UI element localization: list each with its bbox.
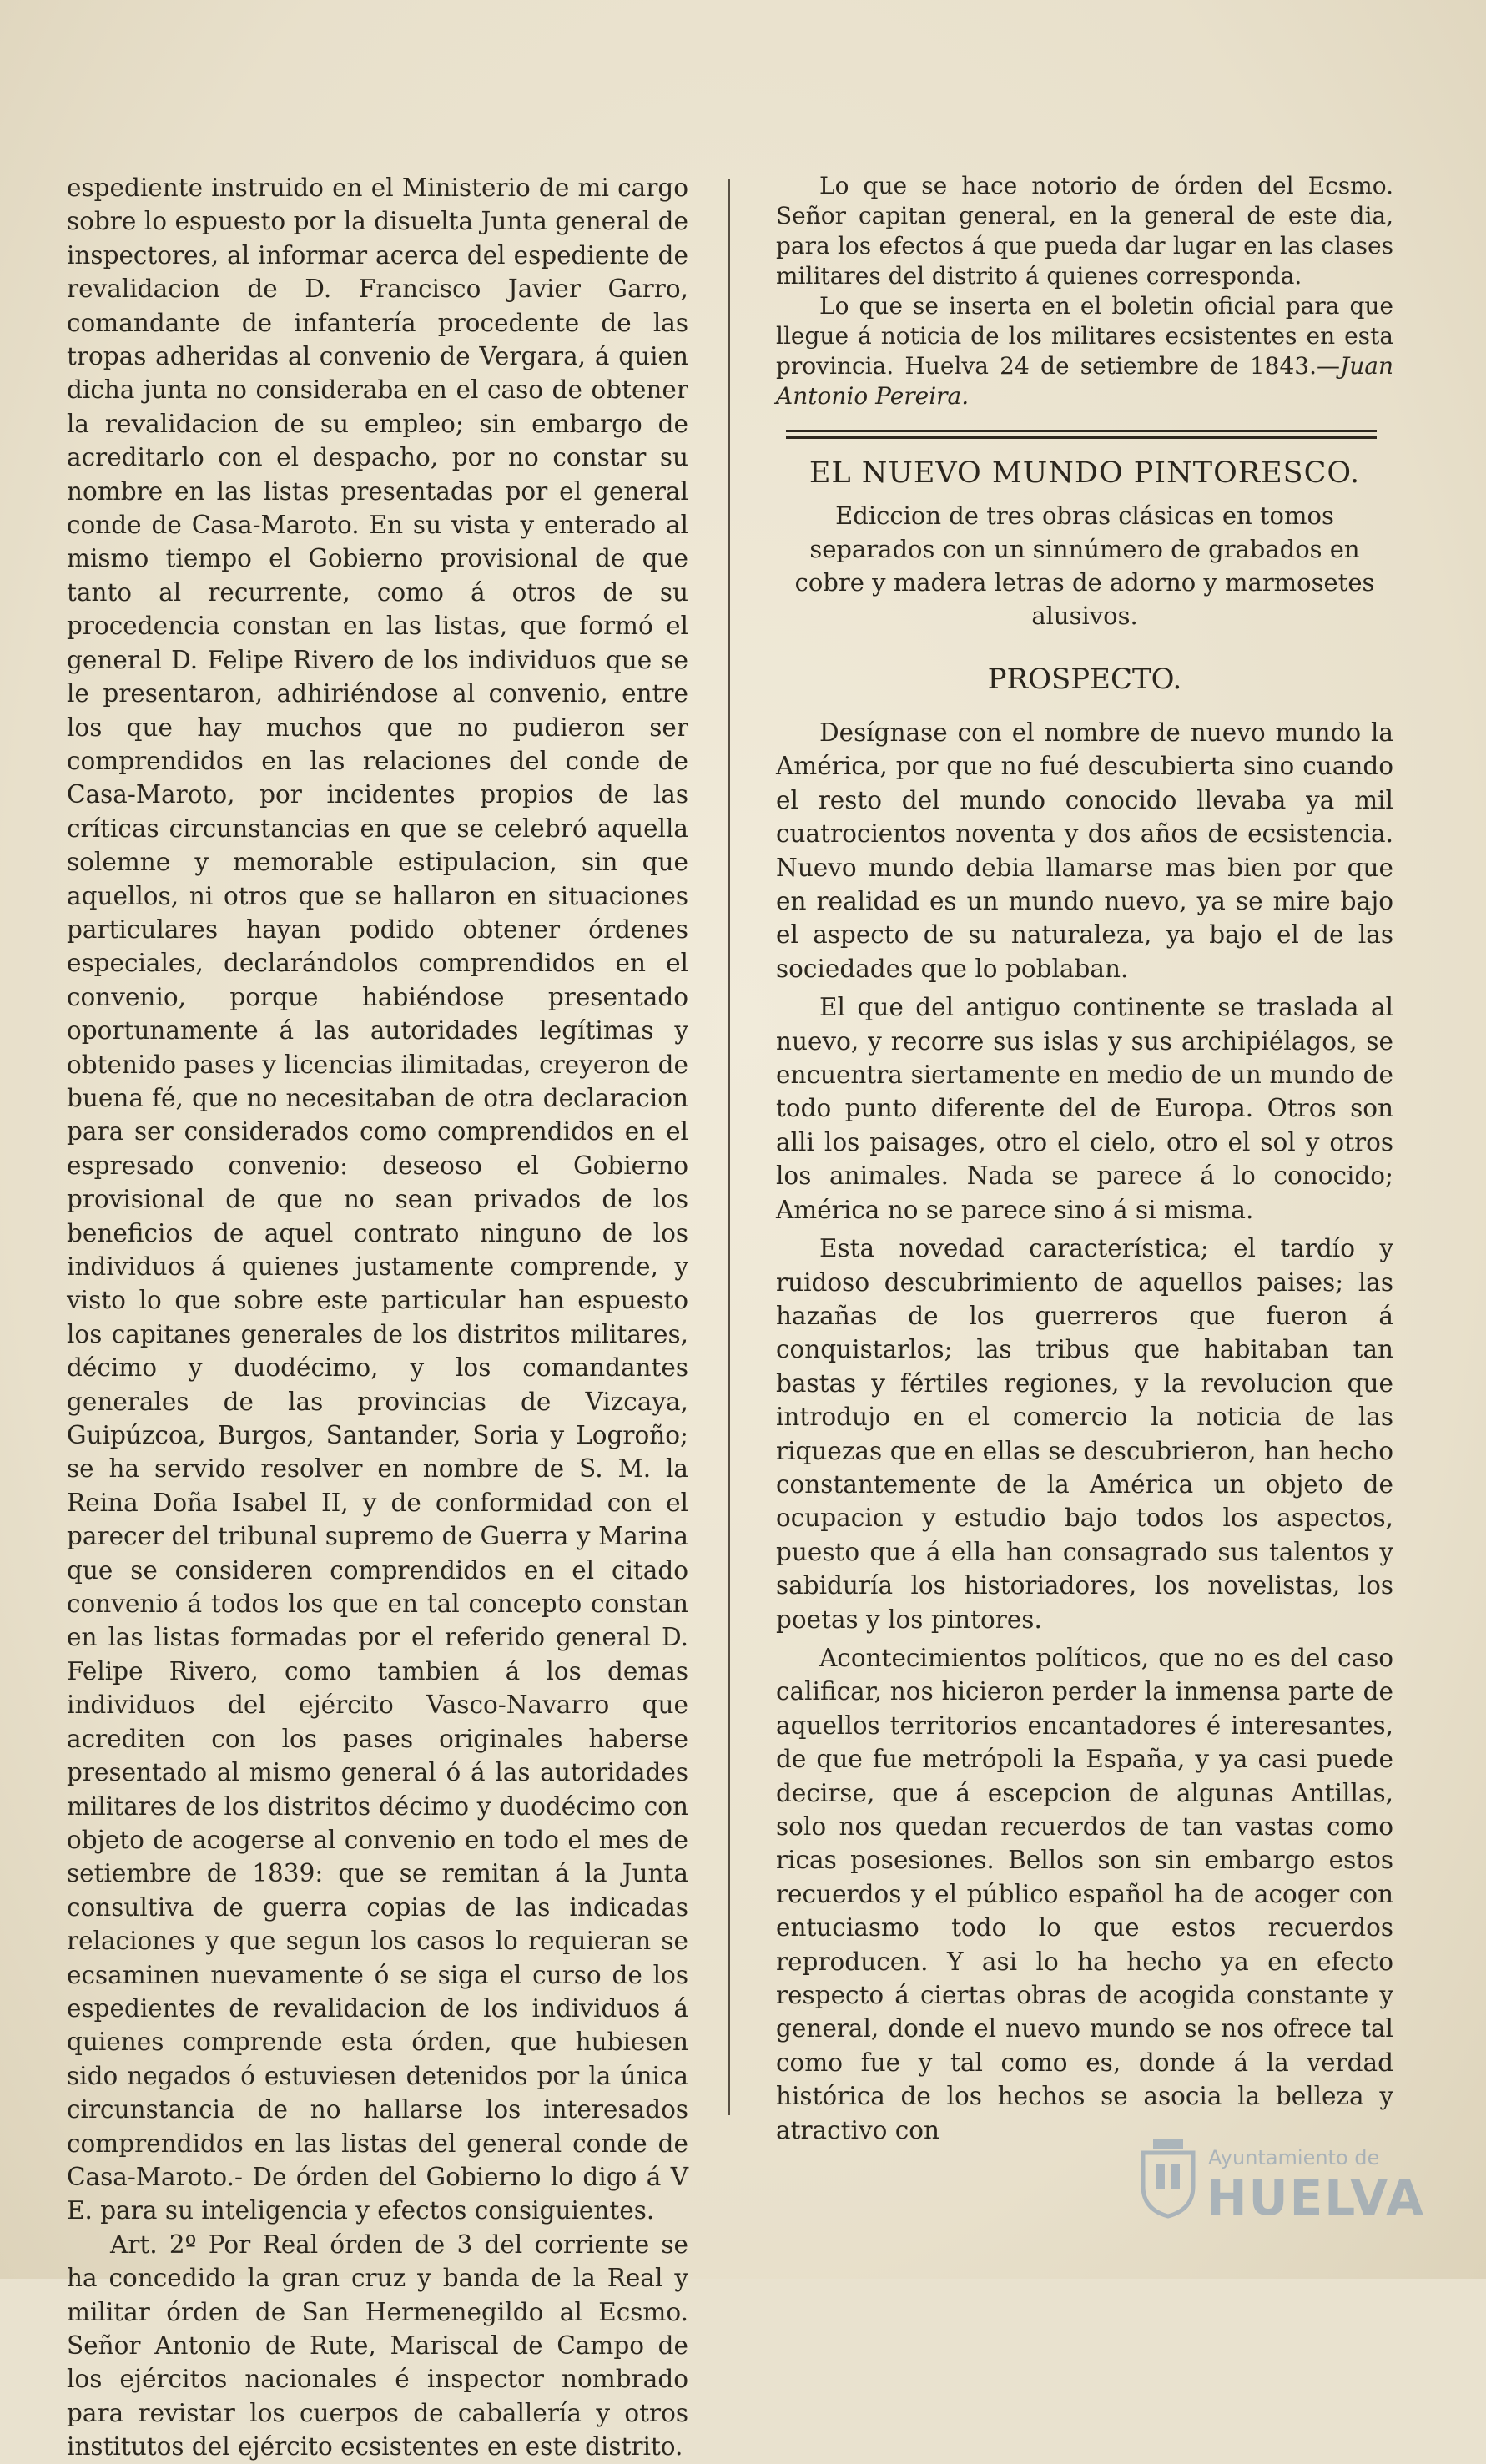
prospecto-paragraph: Acontecimientos políticos, que no es del caso calificar, nos hicieron perder la inmensa parte de aquellos territorios encantadores é interesantes, de que fue metrópoli la España, y ya casi puede decirse, que á escepcion de algunas Antillas, solo nos quedan recuerdos de tan vastas como ricas posesiones. Bellos son sin embargo estos recuerdos y el público español ha de acoger con entuciasmo todo lo que estos recuerdos reproducen. Y asi lo ha hecho ya en efecto respecto á ciertas obras de acogida constante y general, donde el nuevo mundo se nos ofrece tal como fue y tal como es, donde á la verdad histórica de los hechos se asocia la belleza y atractivo con bbox=[776, 1643, 1393, 2144]
section-title: EL NUEVO MUNDO PINTORESCO. bbox=[808, 456, 1361, 490]
coat-of-arms-icon bbox=[1135, 2136, 1201, 2220]
watermark-line-2: HUELVA bbox=[1206, 2169, 1426, 2226]
notice-2-text: Lo que se inserta en el boletin oficial para que llegue á noticia de los militares ecsistentes en esta provincia. Huelva 24 de setiembre de 1843.— bbox=[776, 292, 1393, 380]
notice-2 bbox=[776, 291, 1393, 411]
notice-1: Lo que se hace notorio de órden del Ecsmo. Señor capitan general, en la general de este dia, para los efectos á que pueda dar lugar en las clases militares del distrito á quienes corresponda. bbox=[776, 172, 1393, 290]
prospecto-paragraph: El que del antiguo continente se traslada al nuevo, y recorre sus islas y sus archipiélagos, se encuentra siertamente en medio de un mundo de todo punto diferente del de Europa. Otros son alli los paisages, otro el cielo, otro el sol y otros los animales. Nada se parece á lo conocido; América no se parece sino á si misma. bbox=[776, 993, 1393, 1224]
prospecto-title: PROSPECTO. bbox=[987, 663, 1182, 696]
left-column bbox=[67, 171, 688, 2464]
huelva-watermark bbox=[1135, 2136, 1452, 2228]
column-divider bbox=[728, 179, 730, 2115]
left-paragraph-2: Art. 2º Por Real órden de 3 del corriente se ha concedido la gran cruz y banda de la Real y militar órden de San Hermenegildo al Ecsmo. Señor Antonio de Rute, Mariscal de Campo de los ejércitos nacionales é inspector nombrado para revistar los cuerpos de caballería y otros institutos del ejército ecsistentes en este distrito. bbox=[67, 2230, 688, 2461]
right-column bbox=[776, 171, 1393, 2147]
section-separator bbox=[786, 430, 1377, 439]
prospecto-paragraph: Desígnase con el nombre de nuevo mundo la América, por que no fué descubierta sino cuando el resto del mundo conocido llevaba ya mil cuatrocientos noventa y dos años de ecsistencia. Nuevo mundo debia llamarse mas bien por que en realidad es un mundo nuevo, ya se mire bajo el aspecto de su naturaleza, ya bajo el de las sociedades que lo poblaban. bbox=[776, 718, 1393, 983]
prospecto-paragraph: Esta novedad característica; el tardío y ruidoso descubrimiento de aquellos paises; las hazañas de los guerreros que fueron á conquistarlos; las tribus que habitaban tan bastas y fértiles regiones, y la revolucion que introdujo en el comercio la noticia de las riquezas que en ellas se descubrieron, han hecho constantemente de la América un objeto de ocupacion y estudio bajo todos los aspectos, puesto que á ella han consagrado sus talentos y sabiduría los historiadores, los novelistas, los poetas y los pintores. bbox=[776, 1234, 1393, 1634]
watermark-line-1: Ayuntamiento de bbox=[1208, 2146, 1380, 2169]
section-subtitle: Ediccion de tres obras clásicas en tomos separados con un sinnúmero de grabados en cobre y madera letras de adorno y marmosetes alusivos. bbox=[794, 501, 1375, 630]
left-paragraph-1: espediente instruido en el Ministerio de mi cargo sobre lo espuesto por la disuelta Junta general de inspectores, al informar acerca del espediente de revalidacion de D. Francisco Javier Garro, comandante de infantería procedente de las tropas adheridas al convenio de Vergara, á quien dicha junta no consideraba en el caso de obtener la revalidacion de su empleo; sin embargo de acreditarlo con el despacho, por no constar su nombre en las listas presentadas por el general conde de Casa-Maroto. En su vista y enterado al mismo tiempo el Gobierno provisional de que tanto al recurrente, como á otros de su procedencia constan en las listas, que formó el general D. Felipe Rivero de los individuos que se le presentaron, adhiriéndose al convenio, entre los que hay muchos que no pudieron ser comprendidos en las relaciones del conde de Casa-Maroto, por incidentes propios de las críticas circunstancias en que se celebró aquella solemne y memorable estipulacion, sin que aquellos, ni otros que se hallaron en situaciones particulares hayan podido obtener órdenes especiales, declarándolos comprendidos en el convenio, porque habiéndose presentado oportunamente á las autoridades legítimas y obtenido pases y licencias ilimitadas, creyeron de buena fé, que no necesitaban de otra declaracion para ser considerados como comprendidos en el espresado convenio: deseoso el Gobierno provisional de que no sean privados de los beneficios de aquel contrato ninguno de los individuos á quienes justamente comprende, y visto lo que sobre este particular han espuesto los capitanes generales de los distritos militares, décimo y duodécimo, y los comandantes generales de las provincias de Vizcaya, Guipúzcoa, Burgos, Santander, Soria y Logroño; se ha servido resolver en nombre de S. M. la Reina Doña Isabel II, y de conformidad con el parecer del tribunal supremo de Guerra y Marina que se consideren comprendidos en el citado convenio á todos los que en tal concepto constan en las listas formadas por el referido general D. Felipe Rivero, como tambien á los demas individuos del ejército Vasco-Navarro que acrediten con los pases originales haberse presentado al mismo general ó á las autoridades militares de los distritos décimo y duodécimo con objeto de acogerse al convenio en todo el mes de setiembre de 1839: que se remitan á la Junta consultiva de guerra copias de las indicadas relaciones y que segun los casos lo requieran se ecsaminen nuevamente ó se siga el curso de los espedientes de revalidacion de los individuos á quienes comprende esta órden, que hubiesen sido negados ó estuviesen detenidos por la única circunstancia de no hallarse los interesados comprendidos en las listas del general conde de Casa-Maroto.- De órden del Gobierno lo digo á V E. para su inteligencia y efectos consiguientes. bbox=[67, 174, 688, 2225]
notice-2-signature: Juan Antonio Pereira. bbox=[776, 352, 1393, 410]
